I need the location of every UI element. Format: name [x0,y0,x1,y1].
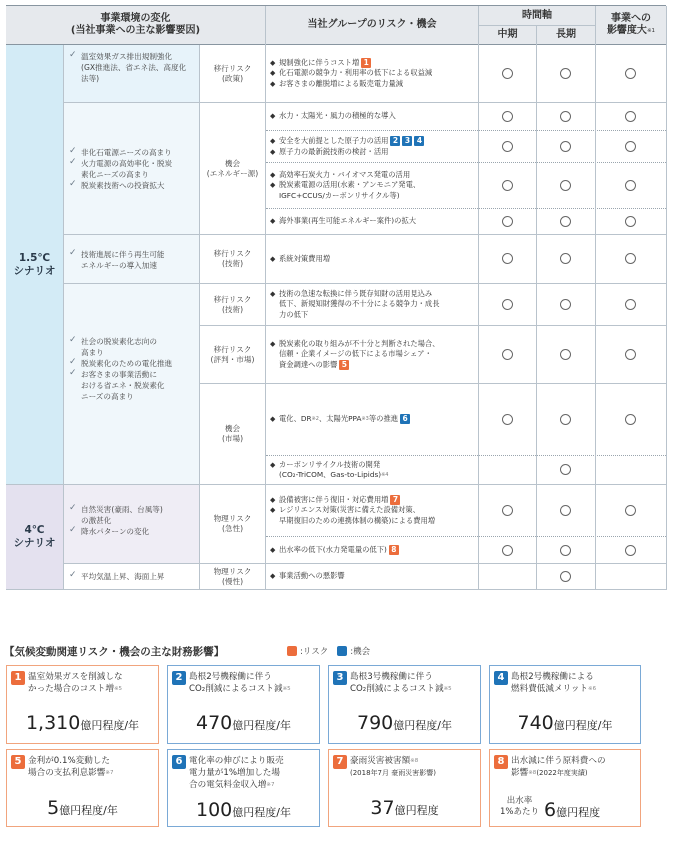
risk-4-item: ◆ 高効率石炭火力・バイオマス発電の活用 [270,170,477,181]
risk-1-item: ◆ 化石電源の競争力・利用率の低下による収益減 [270,68,477,79]
impact-card-5-text2: 場合の支払利息影響 [28,768,106,778]
category-7-sub: (急性) [221,524,244,533]
impact-card-4-number: 740 [517,712,554,734]
impact-card-1-text [28,671,154,695]
impact-card-8 [489,749,641,827]
impact-card-6-text3: 合の電気料金収入増 [189,780,267,790]
impact-card-6-unit: 億円程度/年 [232,806,291,819]
risk-4-item: ◆ 脱炭素電源の活用(水素・アンモニア発電、 [270,180,477,191]
circle-impact-12 [625,545,636,556]
header-long: 長期 [537,26,595,44]
badge-6: 6 [400,414,410,424]
category-1-sub: (政策) [221,73,244,83]
impact-card-4-num: 4 [494,671,508,685]
risk-8-item: ◆ 脱炭素化の取り組みが不十分と判断された場合、 [270,339,477,350]
impact-card-6-sup: ※7 [266,782,275,788]
category-4-type: 移行リスク [213,294,252,304]
risk-12 [270,537,477,563]
change-4-line: ✓ 社会の脱炭素化志向の [69,336,197,347]
impact-card-3 [328,665,481,744]
legend [287,645,370,657]
circle-mid-8 [502,349,513,360]
scenario-4-line1: 4℃ [24,524,45,536]
impact-card-2-unit: 億円程度/年 [232,719,291,732]
circle-long-3 [560,141,571,152]
impact-card-2-text2: CO₂削減によるコスト減 [189,684,283,694]
impact-card-5-value [7,797,158,819]
badge-2: 2 [390,136,400,146]
impact-card-8-unit: 億円程度 [556,806,601,819]
circle-mid-1 [502,68,513,79]
circle-long-1 [560,68,571,79]
scenario-15 [6,45,63,484]
badge-7: 7 [390,495,400,505]
impact-card-4-value [490,712,640,734]
circle-long-9 [560,414,571,425]
header-impact-line2: 影響度大 [606,25,647,36]
header-impact-sup: ※1 [646,28,656,34]
impact-card-4-text1: 島根2号機稼働による [511,672,594,682]
circle-impact-3 [625,141,636,152]
category-7 [200,485,265,563]
impact-card-1-sup: ※5 [113,686,123,692]
impact-card-1-unit: 億円程度/年 [80,719,140,732]
change-3-line: ✓ 技術進展に伴う再生可能 [69,249,197,260]
category-1 [200,45,265,102]
circle-long-10 [560,464,571,475]
risk-9b: 、太陽光PPA [318,414,362,424]
circle-mid-3 [502,141,513,152]
circle-impact-2 [625,111,636,122]
change-4-line: おける省エネ・脱炭素化 [81,381,165,390]
risk-4-item: IGFC+CCUS/カーボンリサイクル等) [279,190,400,200]
risk-11-item [270,495,477,506]
legend-opp-swatch [337,646,347,656]
legend-risk-swatch [287,646,297,656]
risk-9a: 電化、DR [279,414,312,424]
impact-card-7-number: 37 [370,797,395,819]
change-2-line: 素化ニーズの高まり [81,170,149,179]
badge-5: 5 [339,360,349,370]
circle-mid-4 [502,180,513,191]
risk-3-item: ◆ 原子力の最新鋭技術の検討・活用 [270,147,477,158]
risk-10-sup: ※4 [381,472,389,478]
impact-card-1-number: 1,310 [25,712,81,734]
circle-mid-2 [502,111,513,122]
risk-3-item [270,136,477,147]
change-1-line: (GX推進法、省エネ法、高度化 [81,63,187,72]
impact-card-2-text1: 島根2号機稼働に伴う [189,672,272,682]
risk-9 [270,384,477,455]
impact-card-8-value [544,799,600,821]
badge-1: 1 [361,58,371,68]
badge-8: 8 [389,545,399,555]
impact-card-5-sup: ※7 [105,770,114,776]
impact-card-5-text1: 金利が0.1%変動した [28,756,110,766]
impact-card-5-text [28,755,154,779]
risk-7-item: ◆ 技術の急速な転換に伴う既存知財の活用見込み [270,289,477,300]
category-5 [200,326,265,383]
impact-card-4-unit: 億円程度/年 [553,719,613,732]
circle-mid-12 [502,545,513,556]
category-2-sub: (エネルギー源) [206,168,259,178]
category-8 [200,564,265,589]
risk-11 [270,485,477,536]
impact-card-6-num: 6 [172,755,186,769]
scenario-15-line1: 1.5℃ [18,251,51,264]
risk-5-item: ◆ 海外事業(再生可能エネルギー案件)の拡大 [270,216,477,227]
header-risk-opp: 当社グループのリスク・機会 [266,6,478,44]
risk-12a: 出水率の低下(水力発電量の低下) [279,544,387,554]
change-4 [69,336,197,402]
change-2 [69,147,197,191]
impact-card-3-text1: 島根3号機稼働に伴う [350,672,433,682]
impact-card-6 [167,749,320,827]
impact-card-2-sup: ※5 [282,686,291,692]
circle-mid-7 [502,299,513,310]
impact-card-5 [6,749,159,827]
circle-impact-9 [625,414,636,425]
impact-card-1-value [7,712,158,734]
impact-card-8-text1: 出水減に伴う原料費への [511,756,606,766]
risk-9-sup1: ※2 [311,416,319,423]
category-3-sub: (技術) [221,259,244,268]
impact-card-2-number: 470 [196,712,233,734]
category-6-sub: (市場) [221,434,244,443]
impact-card-3-unit: 億円程度/年 [393,719,452,732]
impact-card-8-pre [500,796,539,818]
header-env-change-title: 事業環境の変化 [100,13,171,24]
change-1 [69,51,197,84]
impact-card-2-value [168,712,319,734]
risk-10-item: ◆ カーボンリサイクル技術の開発 [270,460,477,471]
circle-long-7 [560,299,571,310]
badge-4: 4 [414,136,424,146]
risk-3a: 安全を大前提とした原子力の活用 [279,136,389,145]
category-7-type: 物理リスク [213,514,252,523]
circle-impact-8 [625,349,636,360]
category-5-sub: (評判・市場) [210,354,255,364]
impact-card-6-text2: 電力量が1%増加した場 [189,768,280,778]
impact-card-3-sup: ※5 [443,686,452,692]
category-2 [200,103,265,234]
change-2-line: ✓ 非化石電源ニーズの高まり [69,147,197,158]
change-2-line: ✓ 火力電源の高効率化・脱炭 [69,158,197,169]
impact-card-4-text2: 燃料費低減メリット [511,684,589,694]
impact-card-5-unit: 億円程度/年 [59,804,118,817]
circle-impact-5 [625,216,636,227]
impact-card-6-text1: 電化率の伸びにより販売 [189,756,284,766]
impact-card-7-text [350,755,476,779]
header-mid: 中期 [479,26,536,44]
risk-12-item [270,545,477,556]
circle-long-11 [560,505,571,516]
change-1-line: 法等) [81,74,100,83]
circle-mid-11 [502,505,513,516]
financial-title: 【気候変動関連リスク・機会の主な財務影響】 [4,646,225,658]
change-2-line: ✓ 脱炭素技術への投資拡大 [69,180,197,191]
risk-13-item: ◆ 事業活動への悪影響 [270,571,477,582]
circle-long-2 [560,111,571,122]
change-4-line: 高まり [81,348,104,357]
scenario-4 [6,485,63,589]
badge-3: 3 [402,136,412,146]
impact-card-7-unit: 億円程度 [394,804,439,817]
risk-6 [270,235,477,283]
circle-impact-1 [625,68,636,79]
category-1-type: 移行リスク [213,63,252,73]
impact-card-8-pre1: 出水率 [506,796,533,806]
change-5-line: ✓ 降水パターンの変化 [69,526,197,537]
impact-card-3-num: 3 [333,671,347,685]
impact-card-8-text [511,755,636,779]
impact-card-7-value [329,797,480,819]
risk-11-item: 早期復旧のための連携体制の構築)による費用増 [279,515,436,525]
header-impact [596,6,666,44]
risk-11-item: ◆ レジリエンス対策(災害に備えた設備対策、 [270,505,477,516]
header-time-axis: 時間軸 [479,6,595,25]
risk-7-item: 低下、新規知財獲得の不十分による競争力・成長 [279,299,440,309]
risk-8 [270,326,477,383]
category-4 [200,284,265,325]
circle-long-5 [560,216,571,227]
change-5-line: ✓ 自然災害(豪雨、台風等) [69,504,197,515]
risk-10-item [270,470,477,481]
risk-8-item [270,360,477,371]
change-4-line: ✓ お客さまの事業活動に [69,369,197,380]
risk-2 [270,103,477,130]
header-impact-line1: 事業への [611,13,651,24]
category-5-type: 移行リスク [213,344,252,354]
impact-card-6-value [168,799,319,821]
impact-card-1-num: 1 [11,671,25,685]
risk-9-item [270,414,477,425]
impact-card-5-number: 5 [47,797,60,819]
category-6-type: 機会 [224,424,241,433]
circle-long-13 [560,571,571,582]
circle-impact-4 [625,180,636,191]
change-3 [69,249,197,271]
circle-long-12 [560,545,571,556]
circle-impact-7 [625,299,636,310]
risk-8-item: 信頼・企業イメージの低下による市場シェア・ [279,349,432,359]
category-6 [200,384,265,484]
impact-card-3-text2: CO₂削減によるコスト減 [350,684,444,694]
impact-card-5-num: 5 [11,755,25,769]
circle-long-8 [560,349,571,360]
risk-13 [270,564,477,589]
circle-mid-9 [502,414,513,425]
impact-card-7-num: 7 [333,755,347,769]
impact-card-6-number: 100 [196,799,233,821]
circle-long-6 [560,253,571,264]
risk-10b: (CO₂-TriCOM、Gas-to-Lipids) [279,470,382,479]
impact-card-3-number: 790 [357,712,394,734]
risk-3 [270,131,477,162]
impact-card-8-number: 6 [544,799,557,821]
circle-impact-11 [625,505,636,516]
risk-2-item: ◆ 水力・太陽光・風力の積極的な導入 [270,111,477,122]
legend-opp-label: :機会 [350,647,371,657]
impact-card-1-text2: かった場合のコスト増 [28,684,114,694]
impact-card-7 [328,749,481,827]
risk-9c: 等の推進 [368,414,399,424]
scenario-4-line2: シナリオ [13,537,56,549]
risk-11a: 設備被害に伴う復旧・対応費用増 [279,494,389,504]
risk-4 [270,163,477,208]
impact-card-6-text [189,755,315,791]
impact-card-4-sup: ※6 [588,686,597,692]
risk-1-item [270,58,477,69]
impact-card-1 [6,665,159,744]
circle-impact-6 [625,253,636,264]
impact-card-8-sup: ※8 [528,770,537,776]
category-8-type: 物理リスク [213,566,252,576]
change-6 [69,571,197,582]
change-3-line: エネルギーの導入加速 [81,261,157,270]
risk-5 [270,209,477,234]
impact-card-2-text [189,671,315,695]
impact-card-4-text [511,671,636,695]
category-3 [200,235,265,283]
risk-8c: 資金調達への影響 [279,359,338,369]
header-env-change-sub: (当社事業への主な影響要因) [70,25,201,36]
circle-mid-6 [502,253,513,264]
risk-6-item: ◆ 系統対策費用増 [270,254,477,265]
impact-card-7-sup: ※8 [410,758,419,764]
impact-card-8-text2b: (2022年度実績) [536,769,588,777]
category-3-type: 移行リスク [213,249,252,258]
scenario-15-line2: シナリオ [13,264,56,277]
change-1-line: ✓ 温室効果ガス排出規制強化 [69,51,197,62]
change-4-line: ✓ 脱炭素化のための電化推進 [69,358,197,369]
impact-card-8-num: 8 [494,755,508,769]
risk-7 [270,284,477,325]
impact-card-3-value [329,712,480,734]
category-8-sub: (慢性) [221,576,244,586]
risk-9-sup2: ※3 [361,416,369,423]
change-5-line: の激甚化 [81,516,112,525]
impact-card-7-text2: (2018年7月 豪雨災害影響) [350,769,436,777]
risk-10 [270,456,477,484]
impact-card-8-text2: 影響 [511,768,529,778]
category-4-sub: (技術) [221,304,244,314]
header-env-change [6,6,265,44]
impact-card-1-text1: 温室効果ガスを削減しな [28,672,123,682]
risk-7-item: 力の低下 [279,309,309,319]
circle-long-4 [560,180,571,191]
change-4-line: ニーズの高まり [81,392,134,401]
risk-1 [270,45,477,102]
impact-card-7-text1: 豪雨災害被害額 [350,756,411,766]
impact-card-2 [167,665,320,744]
impact-card-8-pre2: 1%あたり [500,807,539,817]
legend-risk-label: :リスク [300,647,329,657]
impact-card-2-num: 2 [172,671,186,685]
risk-1a: 規制強化に伴うコスト増 [279,57,360,67]
risk-1-item: ◆ お客さまの離脱増による販売電力量減 [270,79,477,90]
change-5 [69,504,197,537]
impact-card-4 [489,665,641,744]
impact-card-3-text [350,671,476,695]
change-6-line: ✓ 平均気温上昇、海面上昇 [69,571,197,582]
circle-mid-5 [502,216,513,227]
category-2-type: 機会 [224,158,241,168]
